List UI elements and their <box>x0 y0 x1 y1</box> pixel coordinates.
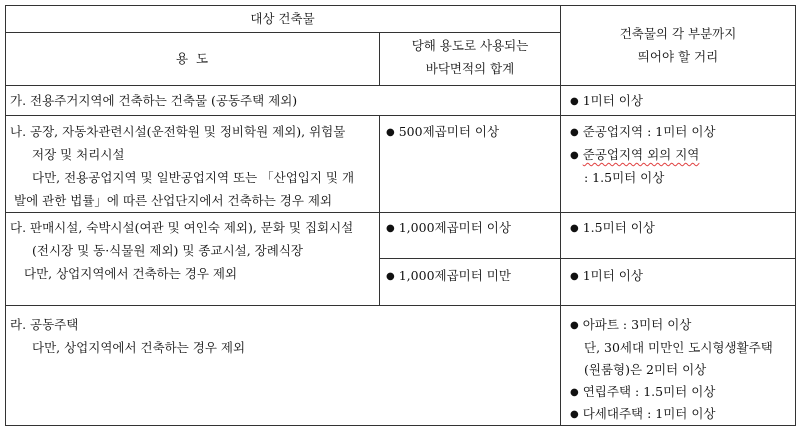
row-ra-use-line2: 다만, 상업지역에서 건축하는 경우 제외 <box>32 340 246 355</box>
row-na-use-line3: 다만, 전용공업지역 및 일반공업지역 또는 「산업입지 및 개 <box>32 170 355 185</box>
row-da-bottom-line <box>5 305 796 306</box>
bullet-icon: ● <box>570 320 579 331</box>
bullet-icon: ● <box>570 271 579 282</box>
row-ra-distance-4: ● 연립주택 : 1.5미터 이상 <box>570 380 715 404</box>
header-distance-line2: 띄어야 할 거리 <box>637 49 719 64</box>
row-na-use-line1: 나. 공장, 자동차관련시설(운전학원 및 정비학원 제외), 위험물 <box>10 124 346 139</box>
row-da-use-line1: 다. 판매시설, 숙박시설(여관 및 여인숙 제외), 문화 및 집회시설 <box>10 220 354 235</box>
area-column-line-body <box>379 115 380 305</box>
row-na-use-line2: 저장 및 처리시설 <box>32 147 125 162</box>
row-da-inner-line <box>379 258 796 259</box>
row-na-area: ● 500제곱미터 이상 <box>386 120 499 144</box>
bullet-icon: ● <box>570 127 579 138</box>
row-da-use-line2: (전시장 및 동·식물원 제외) 및 종교시설, 장례식장 <box>32 243 303 258</box>
row-na-distance-3: : 1.5미터 이상 <box>584 170 665 185</box>
row-da-distance-1: ● 1.5미터 이상 <box>570 216 655 240</box>
row-ra-distance-3: (원룸형)은 2미터 이상 <box>584 362 707 377</box>
bullet-icon: ● <box>570 150 579 161</box>
row-na-bottom-line <box>5 212 796 213</box>
header-target-building: 대상 건축물 <box>250 11 315 26</box>
row-ra-distance-5: ● 다세대주택 : 1미터 이상 <box>570 402 716 426</box>
row-da-use-line3: 다만, 상업지역에서 건축하는 경우 제외 <box>24 266 238 281</box>
table-border-right <box>795 5 796 426</box>
row-ga-bottom-line <box>5 115 796 116</box>
header-area-sum-line1: 당해 용도로 사용되는 <box>411 38 529 53</box>
row-na-use-line4: 발에 관한 법률」에 따른 산업단지에서 건축하는 경우 제외 <box>14 193 333 208</box>
row-ga-use: 가. 전용주거지역에 건축하는 건축물 (공동주택 제외) <box>10 93 298 108</box>
row-ra-distance-2: 단, 30세대 미만인 도시형생활주택 <box>584 340 773 355</box>
row-na-distance-2: ● 준공업지역 외의 지역 <box>570 143 699 167</box>
bullet-icon: ● <box>386 271 395 282</box>
bullet-icon: ● <box>386 127 395 138</box>
row-na-distance-1: ● 준공업지역 : 1미터 이상 <box>570 120 716 144</box>
row-ra-use-line1: 라. 공동주택 <box>10 317 79 332</box>
row-ra-distance-1: ● 아파트 : 3미터 이상 <box>570 313 691 337</box>
bullet-icon: ● <box>570 409 579 420</box>
header-divider <box>5 32 561 33</box>
row-da-area-1: ● 1,000제곱미터 이상 <box>386 216 511 240</box>
header-distance-line1: 건축물의 각 부분까지 <box>619 26 737 41</box>
row-ga-distance: ● 1미터 이상 <box>570 89 643 113</box>
bullet-icon: ● <box>386 223 395 234</box>
distance-column-line <box>560 5 561 426</box>
row-da-distance-2: ● 1미터 이상 <box>570 264 643 288</box>
bullet-icon: ● <box>570 96 579 107</box>
row-da-area-2: ● 1,000제곱미터 미만 <box>386 264 511 288</box>
bullet-icon: ● <box>570 223 579 234</box>
header-area-sum-line2: 바닥면적의 합계 <box>425 61 515 76</box>
bullet-icon: ● <box>570 387 579 398</box>
header-use: 용 도 <box>175 51 209 66</box>
header-bottom-line <box>5 85 796 86</box>
table-border-top <box>5 5 796 6</box>
